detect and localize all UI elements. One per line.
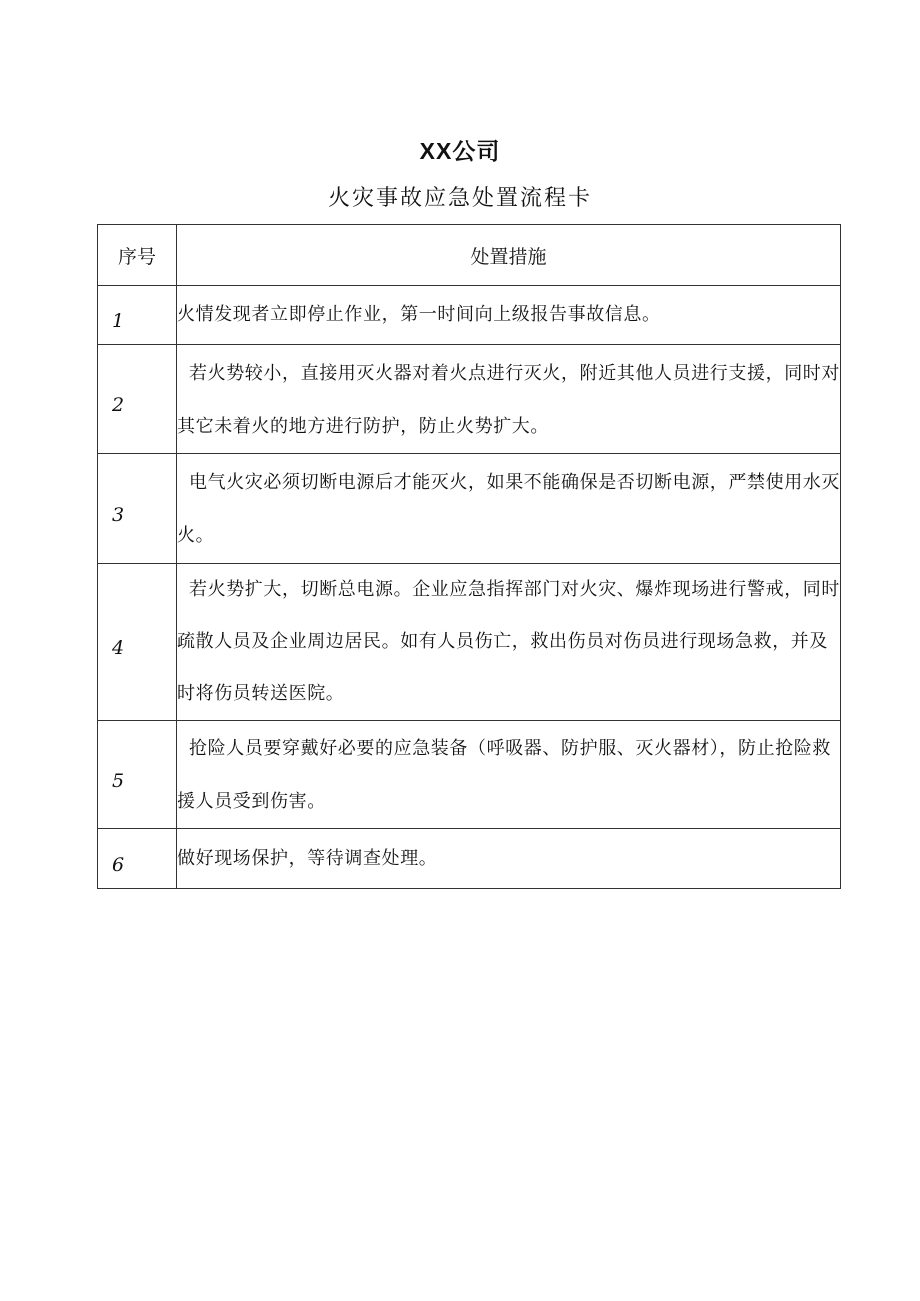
column-header-measures: 处置措施	[177, 225, 841, 286]
step-number-cell	[98, 286, 177, 345]
step-number: 2	[112, 394, 125, 416]
step-number: 1	[112, 310, 125, 332]
step-number-cell	[98, 829, 177, 889]
step-measure: 电气火灾必须切断电源后才能灭火，如果不能确保是否切断电源，严禁使用水灭火。	[177, 454, 841, 564]
document-title: 火灾事故应急处置流程卡	[327, 186, 592, 211]
column-header-number: 序号	[98, 225, 177, 286]
company-name: XX公司	[419, 138, 501, 164]
table-row	[98, 564, 841, 721]
step-measure: 抢险人员要穿戴好必要的应急装备（呼吸器、防护服、灭火器材），防止抢险救援人员受到伤害。	[177, 721, 841, 829]
step-measure: 若火势较小，直接用灭火器对着火点进行灭火，附近其他人员进行支援，同时对其它未着火的地方进行防护，防止火势扩大。	[177, 345, 841, 454]
step-measure: 火情发现者立即停止作业，第一时间向上级报告事故信息。	[177, 286, 841, 345]
step-number-cell	[98, 345, 177, 454]
step-number-cell	[98, 454, 177, 564]
step-number: 5	[112, 769, 125, 792]
step-number: 4	[112, 637, 125, 659]
step-measure: 做好现场保护，等待调查处理。	[177, 829, 841, 889]
table-row	[98, 721, 841, 829]
table-header-row	[98, 225, 841, 286]
step-number-cell	[98, 564, 177, 721]
table-row	[98, 454, 841, 564]
table-row	[98, 345, 841, 454]
step-number-cell	[98, 721, 177, 829]
step-number: 3	[112, 503, 125, 526]
step-measure: 若火势扩大，切断总电源。企业应急指挥部门对火灾、爆炸现场进行警戒，同时疏散人员及企业周边居民。如有人员伤亡，救出伤员对伤员进行现场急救，并及时将伤员转送医院。	[177, 564, 841, 721]
table-row	[98, 286, 841, 345]
procedure-table	[97, 224, 841, 889]
step-number: 6	[112, 853, 125, 876]
table-row	[98, 829, 841, 889]
